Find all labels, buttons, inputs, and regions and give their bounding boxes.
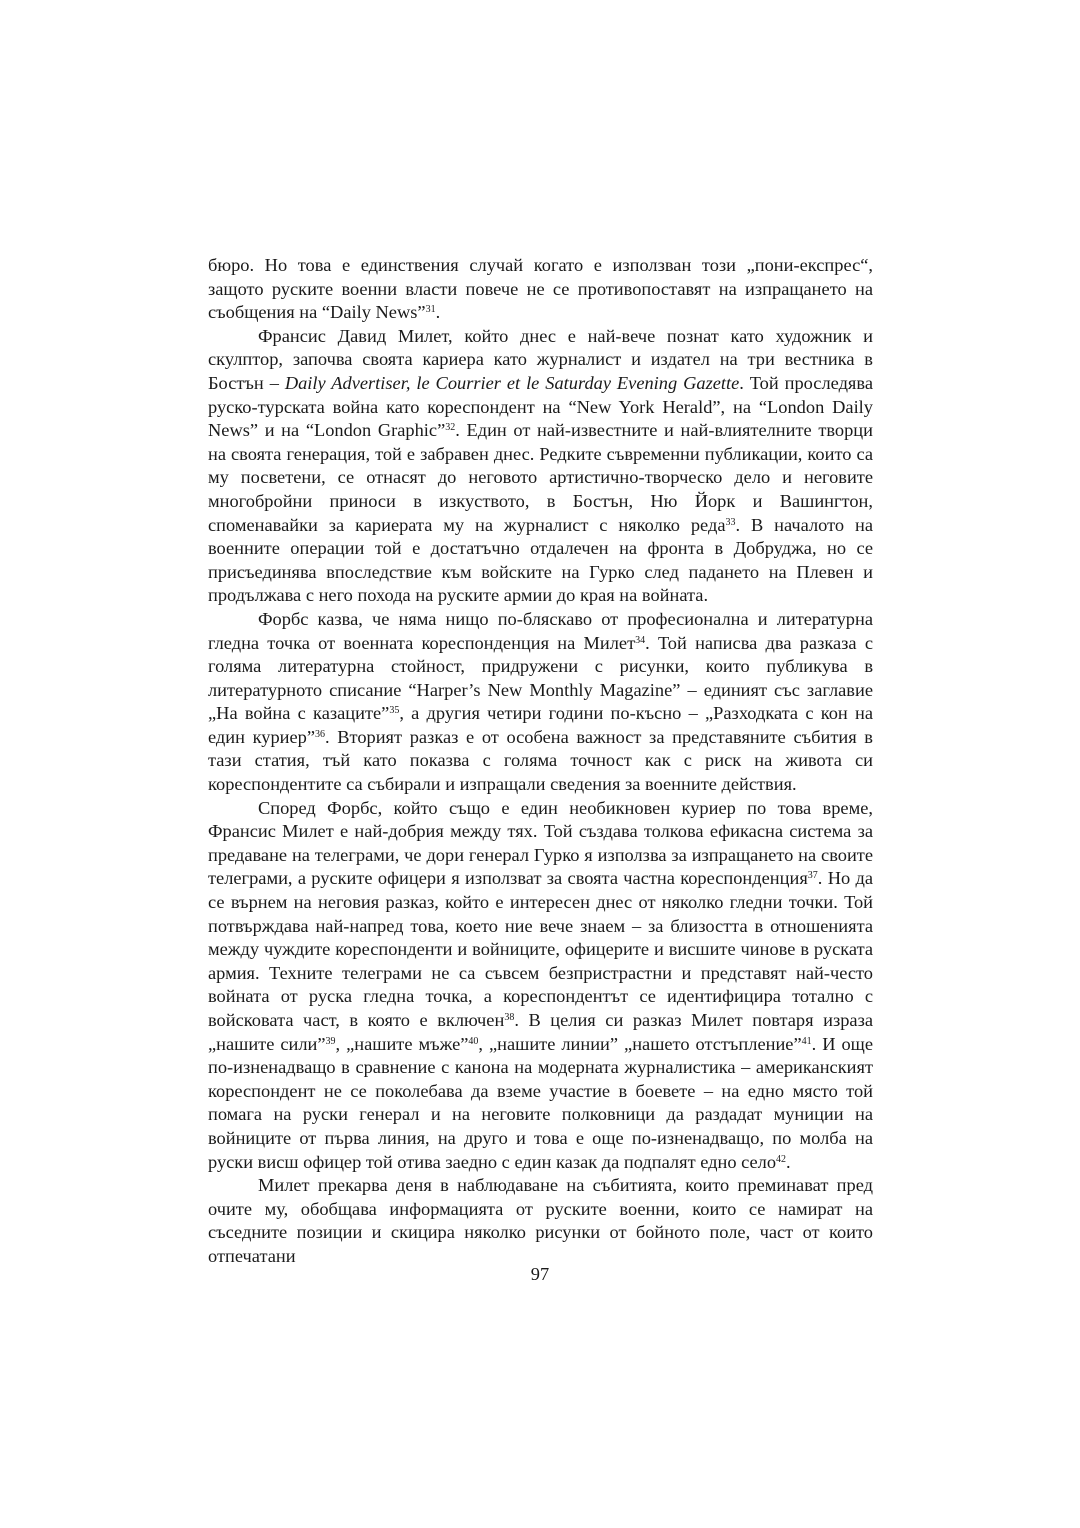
footnote-ref: 41 [801,1035,812,1047]
text-segment: Форбс казва, че няма нищо по-бляскаво от професионална и литературна гледна точка от военната кореспонденция на Милет [208,608,873,653]
text-segment: . [786,1151,791,1172]
footnote-ref: 38 [504,1012,515,1023]
text-segment: Според Форбс, който също е един необикновен куриер по това време, Франсис Милет е най-добрия между тях. Той създава толкова ефикасна система за предаване на телеграми, че дори генерал Гурко я използва за изпращането на своите телеграми, а руските офицери я използват за своята частна кореспонденция [208,797,873,889]
text-segment: . Той проследява руско-турската война като кореспондент на “New York Herald”, на “London Daily News” и на “London Graphic” [208,372,873,441]
footnote-ref: 35 [389,705,400,717]
footnote-ref: 37 [807,870,818,882]
text-segment: бюро. Но това е единствения случай когато е използван този „пони-експрес“, защото руските военни власти повече не се противопоставят на изпращането на съобщения на “Daily News” [208,255,873,323]
paragraph [208,254,873,325]
paragraph [208,608,873,797]
text-segment: . Един от най-известните и най-влиятелните творци на своята генерация, той е забравен днес. Редките съвременни публикации, които са му посветени, се отнасят до неговото артистично-творческо дело и неговите многобройни приноси в изкуството, в Бостън, Ню Йорк и Вашингтон, споменавайки за кариерата му на журналист с няколко реда [208,420,873,535]
text-segment: . В началото на военните операции той е достатъчно отдалечен на фронта в Добруджа, но се присъединява впоследствие към войските на Гурко след падането на Плевен и продължава с него похода на руските армии до края на войната. [208,514,874,606]
text-segment: . И още по-изненадващо в сравнение с канона на модерната журналистика – американският кореспондент не се поколебава да вземе участие в боевете – на едно място той помага на руски генерал и на неговите полковници да раздадат муниции на войниците от първа линия, на друго и това е още по-изненадващо, по молба на руски висш офицер той отива заедно с един казак да подпалят едно село [208,1033,873,1172]
text-segment: Милет прекарва деня в наблюдаване на събитията, които преминават пред очите му, обобщава информацията от руските военни, които се намират на съседните позиции и скицира няколко рисунки от бойното поле, част от които отпечатани [208,1175,873,1266]
text-segment: Франсис Давид Милет, който днес е най-вече познат като художник и скулптор, започва своята кариера като журналист и издател на три вестника в Бостън – [208,325,873,393]
text-segment: . Но да се върнем на неговия разказ, който е интересен днес от няколко гледни точки. Той потвърждава най-напред това, което ние вече знаем – за близостта в отношенията между чуждите кореспонденти и войниците, офицерите и висшите чинове в руската армия. Техните телеграми не са съвсем безпристрастни и представят най-често войната от руска гледна точка, а кореспондентът се идентифицира тотално с войсковата част, в която е включен [208,868,873,1030]
text-segment: . Той написва два разказа с голяма литературна стойност, придружени с рисунки, които публикува в литературното списание “Harper’s New Monthly Magazine” – единият със заглавие „На война с казаците” [208,632,873,724]
text-segment: . В целия си разказ Милет повтаря израза „нашите сили” [208,1010,874,1054]
footnote-ref: 42 [776,1153,787,1165]
text-segment: , „нашите линии” „нашето отстъпление” [478,1033,802,1054]
footnote-ref: 36 [315,728,326,740]
footnote-ref: 31 [425,304,436,316]
body-text [208,254,873,1269]
footnote-ref: 32 [445,422,456,434]
paragraph [208,797,873,1175]
text-segment: , „нашите мъже” [335,1033,469,1054]
page-number: 97 [530,1264,550,1284]
text-segment: . Вторият разказ е от особена важност за представяните събития в тази статия, тъй като показва с голяма точност как с риск на живота си кореспондентите са събирали и изпращали сведения за военните действия. [208,726,873,795]
footnote-ref: 34 [635,634,646,646]
paragraph [208,325,873,608]
text-segment: , а другия четири години по-късно – „Разходката с кон на един куриер” [208,703,873,747]
footnote-ref: 40 [468,1035,479,1047]
paragraph [208,1174,873,1268]
footnote-ref: 39 [325,1035,336,1047]
footnote-ref: 33 [725,516,736,528]
text-segment: . [435,302,441,323]
italic-text: Daily Advertiser, le Courrier et le Saturday Evening Gazette [284,372,740,393]
